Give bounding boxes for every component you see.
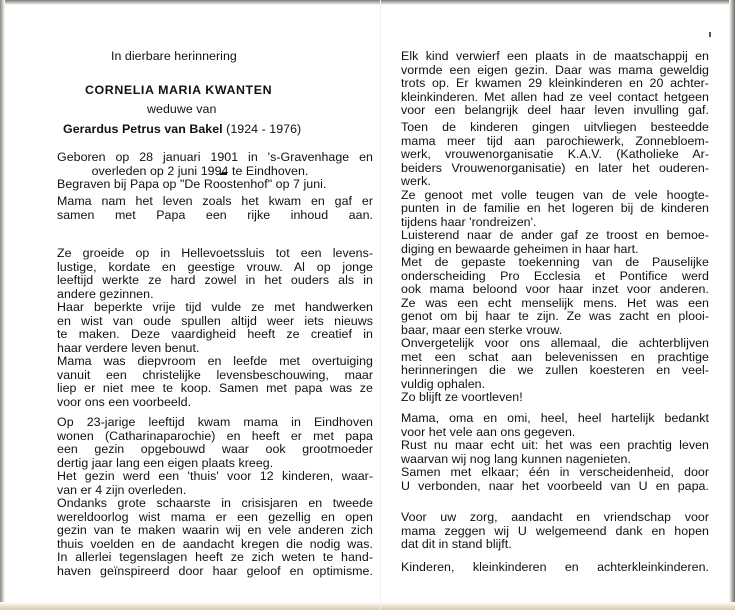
text-line: voor een belangrijk deel haar leven invulling gaf.: [401, 103, 709, 117]
text-line: baar, maar een sterke vrouw.: [401, 322, 563, 337]
text-line: Ze groeide op in Hellevoetssluis tot een levens-: [57, 246, 373, 260]
text-line: overleden op 2 juni 1994 te Eindhoven.: [91, 163, 309, 178]
text-line: Voor uw zorg, aandacht en vriendschap voor: [401, 510, 709, 524]
text-line: beiders Vrouwenorganisatie) en later het ouderen-: [401, 160, 709, 175]
text-line: Ze genoot met volle teugen van de vele hoogte-: [401, 187, 709, 202]
paragraph-thanks: [401, 412, 709, 493]
text-line: andere gezinnen.: [57, 286, 154, 301]
text-line: thuis voelden en de aandacht kregen die nodig was.: [57, 536, 373, 551]
relation-text: weduwe van: [147, 102, 217, 116]
intro-text: In dierbare herinnering: [111, 49, 237, 63]
header-intro: [111, 50, 371, 64]
text-line: en wist van oude spullen altijd weer iets nieuws: [57, 313, 373, 328]
text-line: haar verdere leven benut.: [57, 340, 200, 355]
card-edge-right: [729, 0, 735, 610]
spouse-years: (1924 - 1976): [226, 122, 302, 136]
paragraph-youth: [57, 247, 373, 409]
text-line: met een schat aan belevenissen en prachtige: [401, 349, 709, 364]
text-line: Kinderen, kleinkinderen en achterkleinkinderen.: [401, 560, 709, 574]
text-line: te maken. Deze vaardigheid heeft ze creatief in: [57, 327, 373, 341]
text-line: Ze was een echt menselijk mens. Het was een: [401, 295, 709, 310]
deceased-name-block: [85, 84, 345, 98]
text-line: gezin van te maken waarin wij en vele anderen zich: [57, 523, 373, 537]
text-line: genot om bij haar te zijn. Ze was zacht en plooi-: [401, 309, 709, 323]
text-line: Begraven bij Papa op "De Roostenhof" op 7 juni.: [57, 177, 327, 191]
text-line: leeftijd werkte ze hard zowel in het ouders als in: [57, 273, 373, 287]
text-line: Rust nu maar echt uit: het was een prachtig leven: [401, 438, 709, 452]
text-line: dat dit in stand blijft.: [401, 537, 512, 551]
text-line: Het gezin werd een 'thuis' voor 12 kinderen, waar-: [57, 469, 373, 483]
text-line: Mama was diepvroom en leefde met overtuiging: [57, 354, 373, 368]
paragraph-life: [57, 195, 373, 222]
text-line: vuldig ophalen.: [401, 376, 486, 391]
text-line: van er 4 zijn overleden.: [57, 482, 187, 497]
text-line: waarvan wij nog lang kunnen nagenieten.: [401, 451, 631, 466]
relation-block: [147, 103, 347, 117]
text-line: lustige, kordate en geestige vrouw. Al op jonge: [57, 259, 373, 274]
text-line: Zo blijft ze voortleven!: [401, 390, 523, 404]
paragraph-later-life: [401, 121, 709, 405]
signature-line: [401, 561, 709, 575]
text-line: wonen (Catharinaparochie) en heeft er met papa: [57, 428, 373, 443]
card-fold: [380, 0, 381, 610]
text-line: liep er niet mee te koop. Samen met papa was ze: [57, 381, 373, 395]
text-line: Op 23-jarige leeftijd kwam mama in Eindhoven: [57, 415, 373, 429]
text-line: diging en bewaarde geheimen in haar hart.: [401, 241, 639, 256]
text-line: dertig jaar lang een eigen plaats kreeg.: [57, 455, 274, 470]
text-line: U verbonden, naar het voorbeeld van U en papa.: [401, 478, 709, 493]
text-line: haven geïnspireerd door haar geloof en optimisme.: [57, 563, 373, 578]
text-line: Haar beperkte vrije tijd vulde ze met handwerken: [57, 300, 373, 314]
paragraph-gratitude: [401, 511, 709, 552]
card-edge-top: [0, 0, 735, 5]
text-line: wereldoorlog wist mama er een gezellig en open: [57, 509, 373, 524]
text-line: onderscheiding Pro Ecclesia et Pontifice werd: [401, 268, 709, 283]
text-line: Luisterend naar de ander gaf ze troost en bemoe-: [401, 228, 709, 242]
paragraph-children: [401, 50, 709, 118]
text-line: Elk kind verwierf een plaats in de maatschappij en: [401, 49, 709, 63]
text-line: Mama nam het leven zoals het kwam en gaf er: [57, 194, 373, 208]
text-line: punten in de familie en het logeren bij de kinderen: [401, 201, 709, 215]
text-line: Ondanks grote schaarste in crisisjaren en tweede: [57, 496, 373, 510]
card-edge-left: [0, 0, 5, 610]
text-line: voor het vele aan ons gegeven.: [401, 424, 576, 439]
text-line: vormde een eigen gezin. Daar was mama geweldig: [401, 62, 709, 77]
card-edge-bottom: [0, 602, 735, 610]
text-line: Met de gepaste toekenning van de Pauselijke: [401, 255, 709, 269]
spouse-block: [63, 123, 363, 137]
text-line: Samen met elkaar; één in verscheidenheid, door: [401, 465, 709, 479]
text-line: samen met Papa een rijke inhoud aan.: [57, 207, 373, 222]
text-line: tijdens haar 'rondreizen'.: [401, 214, 537, 229]
text-line: werk.: [401, 174, 431, 188]
text-line: een gezin opgebouwd waar ook grootmoeder: [57, 442, 373, 456]
text-line: voor ons een voorbeeld.: [57, 394, 192, 409]
spouse-line: [63, 123, 363, 137]
print-speck: [709, 32, 711, 37]
text-line: mama meer tijd aan parochiewerk, Zonnebloem-: [401, 133, 709, 148]
text-line: vanuit een christelijke levensbeschouwing, maar: [57, 367, 373, 382]
spouse-name: Gerardus Petrus van Bakel: [63, 122, 223, 136]
deceased-name: CORNELIA MARIA KWANTEN: [85, 83, 273, 97]
text-line: trots op. Er kwamen 29 kleinkinderen en 20 achter-: [401, 76, 709, 90]
text-line: In allerlei tegenslagen heeft ze zich weten te hand-: [57, 550, 373, 564]
paragraph-family: [57, 416, 373, 578]
text-line: werk, vrouwenorganisatie K.A.V. (Katholieke Ar-: [401, 147, 709, 161]
paragraph-birth: [57, 151, 373, 192]
text-line: Onvergetelijk voor ons allemaal, die achterblijven: [401, 336, 709, 350]
text-line: herinneringen die we zullen koesteren en veel-: [401, 363, 709, 377]
text-line: kleinkinderen. Met allen had ze veel contact hetgeen: [401, 89, 709, 104]
text-line: Mama, oma en omi, heel, heel hartelijk bedankt: [401, 411, 709, 425]
text-line: Toen de kinderen gingen uitvliegen besteedde: [401, 120, 709, 134]
text-line: ook mama beloond voor haar inzet voor anderen.: [401, 282, 709, 296]
text-line: Geboren op 28 januari 1901 in 's-Gravenhage en: [57, 150, 373, 164]
text-line: mama zeggen wij U welgemeend dank en hopen: [401, 523, 709, 538]
